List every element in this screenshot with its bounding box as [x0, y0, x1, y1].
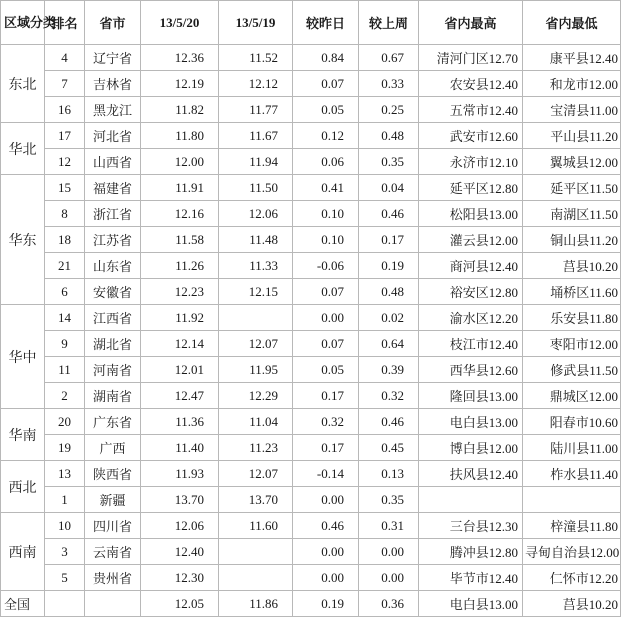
change-week-cell: 0.19	[359, 253, 419, 279]
region-cell: 东北	[1, 45, 45, 123]
province-high-cell: 农安县12.40	[419, 71, 523, 97]
province-cell: 安徽省	[85, 279, 141, 305]
price-date-2-cell	[219, 565, 293, 591]
price-date-2-cell	[219, 305, 293, 331]
change-day-cell: -0.14	[293, 461, 359, 487]
table-row	[1, 175, 621, 201]
change-week-cell: 0.48	[359, 123, 419, 149]
region-cell: 西北	[1, 461, 45, 513]
price-date-1-cell: 11.80	[141, 123, 219, 149]
province-cell: 山东省	[85, 253, 141, 279]
rank-cell: 14	[45, 305, 85, 331]
header-row	[1, 1, 621, 45]
header-province: 省市	[85, 1, 141, 45]
rank-cell: 8	[45, 201, 85, 227]
header-rank: 排名	[45, 1, 85, 45]
change-week-cell: 0.31	[359, 513, 419, 539]
table-row	[1, 383, 621, 409]
province-cell: 江苏省	[85, 227, 141, 253]
province-low-cell: 莒县10.20	[523, 253, 621, 279]
change-day-cell: 0.41	[293, 175, 359, 201]
province-cell: 黑龙江	[85, 97, 141, 123]
table-row	[1, 513, 621, 539]
province-cell: 江西省	[85, 305, 141, 331]
province-low-cell: 南湖区11.50	[523, 201, 621, 227]
change-week-cell: 0.00	[359, 565, 419, 591]
province-cell: 湖南省	[85, 383, 141, 409]
rank-cell: 19	[45, 435, 85, 461]
province-low-cell: 延平区11.50	[523, 175, 621, 201]
province-cell: 云南省	[85, 539, 141, 565]
change-week-cell: 0.45	[359, 435, 419, 461]
change-day-cell: 0.10	[293, 227, 359, 253]
table-row	[1, 539, 621, 565]
price-date-2-cell: 11.52	[219, 45, 293, 71]
change-day-cell: 0.00	[293, 565, 359, 591]
price-date-2-cell: 11.50	[219, 175, 293, 201]
change-day-cell: 0.05	[293, 357, 359, 383]
change-week-cell: 0.33	[359, 71, 419, 97]
price-date-1-cell: 11.36	[141, 409, 219, 435]
rank-cell: 6	[45, 279, 85, 305]
change-day-cell: 0.07	[293, 331, 359, 357]
province-high-cell: 商河县12.40	[419, 253, 523, 279]
change-day-cell: 0.46	[293, 513, 359, 539]
table-row	[1, 279, 621, 305]
province-high-cell: 裕安区12.80	[419, 279, 523, 305]
change-week-cell: 0.64	[359, 331, 419, 357]
table-row	[1, 331, 621, 357]
change-week-cell: 0.35	[359, 487, 419, 513]
province-cell: 浙江省	[85, 201, 141, 227]
table-row	[1, 45, 621, 71]
change-day-cell: -0.06	[293, 253, 359, 279]
province-high-cell: 扶风县12.40	[419, 461, 523, 487]
province-high-cell: 毕节市12.40	[419, 565, 523, 591]
province-low-cell: 平山县11.20	[523, 123, 621, 149]
header-vs-last-week: 较上周	[359, 1, 419, 45]
table-row	[1, 461, 621, 487]
price-date-1-cell: 12.23	[141, 279, 219, 305]
region-cell: 华北	[1, 123, 45, 175]
province-low-cell: 铜山县11.20	[523, 227, 621, 253]
region-cell: 华东	[1, 175, 45, 305]
province-low-cell: 和龙市12.00	[523, 71, 621, 97]
province-low-cell: 枣阳市12.00	[523, 331, 621, 357]
province-high-cell: 西华县12.60	[419, 357, 523, 383]
header-province-low: 省内最低	[523, 1, 621, 45]
province-low-cell: 阳春市10.60	[523, 409, 621, 435]
total-province-empty	[85, 591, 141, 617]
province-high-cell: 五常市12.40	[419, 97, 523, 123]
table-row	[1, 149, 621, 175]
change-week-cell: 0.46	[359, 201, 419, 227]
table-row	[1, 357, 621, 383]
province-high-cell: 永济市12.10	[419, 149, 523, 175]
price-date-1-cell: 11.82	[141, 97, 219, 123]
change-week-cell: 0.39	[359, 357, 419, 383]
change-day-cell: 0.17	[293, 435, 359, 461]
rank-cell: 10	[45, 513, 85, 539]
province-low-cell: 寻甸自治县12.00	[523, 539, 621, 565]
total-rank-empty	[45, 591, 85, 617]
price-date-2-cell: 13.70	[219, 487, 293, 513]
price-date-1-cell: 11.58	[141, 227, 219, 253]
rank-cell: 20	[45, 409, 85, 435]
price-date-1-cell: 12.36	[141, 45, 219, 71]
province-high-cell: 电白县13.00	[419, 409, 523, 435]
table-row	[1, 435, 621, 461]
table-row	[1, 253, 621, 279]
province-low-cell: 乐安县11.80	[523, 305, 621, 331]
change-day-cell: 0.06	[293, 149, 359, 175]
change-day-cell: 0.10	[293, 201, 359, 227]
change-day-cell: 0.00	[293, 539, 359, 565]
price-date-2-cell: 11.33	[219, 253, 293, 279]
change-day-cell: 0.17	[293, 383, 359, 409]
change-day-cell: 0.32	[293, 409, 359, 435]
rank-cell: 7	[45, 71, 85, 97]
table-row	[1, 97, 621, 123]
table-row	[1, 565, 621, 591]
price-date-1-cell: 11.26	[141, 253, 219, 279]
total-change-week-cell: 0.36	[359, 591, 419, 617]
rank-cell: 16	[45, 97, 85, 123]
price-date-1-cell: 12.30	[141, 565, 219, 591]
rank-cell: 17	[45, 123, 85, 149]
price-date-2-cell: 12.29	[219, 383, 293, 409]
price-date-2-cell: 12.07	[219, 331, 293, 357]
region-cell: 华中	[1, 305, 45, 409]
change-day-cell: 0.00	[293, 487, 359, 513]
province-cell: 广东省	[85, 409, 141, 435]
price-date-1-cell: 11.91	[141, 175, 219, 201]
change-day-cell: 0.07	[293, 279, 359, 305]
total-low-cell: 莒县10.20	[523, 591, 621, 617]
change-day-cell: 0.12	[293, 123, 359, 149]
header-province-high: 省内最高	[419, 1, 523, 45]
province-cell: 新疆	[85, 487, 141, 513]
province-low-cell: 陆川县11.00	[523, 435, 621, 461]
province-low-cell: 柞水县11.40	[523, 461, 621, 487]
province-high-cell: 隆回县13.00	[419, 383, 523, 409]
province-cell: 福建省	[85, 175, 141, 201]
header-date-1: 13/5/20	[141, 1, 219, 45]
price-date-2-cell: 12.15	[219, 279, 293, 305]
rank-cell: 9	[45, 331, 85, 357]
rank-cell: 2	[45, 383, 85, 409]
price-date-1-cell: 12.47	[141, 383, 219, 409]
region-cell: 华南	[1, 409, 45, 461]
province-cell: 河北省	[85, 123, 141, 149]
price-date-2-cell: 11.23	[219, 435, 293, 461]
table-row	[1, 71, 621, 97]
table-row	[1, 487, 621, 513]
price-date-2-cell: 11.48	[219, 227, 293, 253]
province-high-cell: 枝江市12.40	[419, 331, 523, 357]
change-week-cell: 0.25	[359, 97, 419, 123]
table-row	[1, 227, 621, 253]
province-high-cell: 渝水区12.20	[419, 305, 523, 331]
rank-cell: 3	[45, 539, 85, 565]
price-date-2-cell: 11.77	[219, 97, 293, 123]
rank-cell: 5	[45, 565, 85, 591]
total-high-cell: 电白县13.00	[419, 591, 523, 617]
total-label: 全国	[1, 591, 45, 617]
price-date-2-cell	[219, 539, 293, 565]
price-date-2-cell: 12.07	[219, 461, 293, 487]
change-day-cell: 0.84	[293, 45, 359, 71]
price-date-1-cell: 11.40	[141, 435, 219, 461]
province-high-cell: 灌云县12.00	[419, 227, 523, 253]
table-row	[1, 409, 621, 435]
total-row	[1, 591, 621, 617]
province-cell: 四川省	[85, 513, 141, 539]
province-cell: 河南省	[85, 357, 141, 383]
table-row	[1, 305, 621, 331]
province-cell: 湖北省	[85, 331, 141, 357]
price-date-1-cell: 12.14	[141, 331, 219, 357]
change-week-cell: 0.46	[359, 409, 419, 435]
province-high-cell: 武安市12.60	[419, 123, 523, 149]
province-low-cell: 埇桥区11.60	[523, 279, 621, 305]
change-week-cell: 0.00	[359, 539, 419, 565]
table-row	[1, 123, 621, 149]
province-cell: 山西省	[85, 149, 141, 175]
price-date-2-cell: 11.67	[219, 123, 293, 149]
price-date-1-cell: 12.40	[141, 539, 219, 565]
change-week-cell: 0.04	[359, 175, 419, 201]
price-date-1-cell: 12.00	[141, 149, 219, 175]
change-week-cell: 0.13	[359, 461, 419, 487]
change-day-cell: 0.07	[293, 71, 359, 97]
price-date-1-cell: 11.93	[141, 461, 219, 487]
province-high-cell: 延平区12.80	[419, 175, 523, 201]
header-region: 区域分类	[1, 1, 45, 45]
header-date-2: 13/5/19	[219, 1, 293, 45]
price-date-2-cell: 11.94	[219, 149, 293, 175]
rank-cell: 4	[45, 45, 85, 71]
price-date-1-cell: 11.92	[141, 305, 219, 331]
rank-cell: 13	[45, 461, 85, 487]
price-date-1-cell: 13.70	[141, 487, 219, 513]
rank-cell: 21	[45, 253, 85, 279]
province-high-cell	[419, 487, 523, 513]
total-change-day-cell: 0.19	[293, 591, 359, 617]
province-high-cell: 三台县12.30	[419, 513, 523, 539]
rank-cell: 18	[45, 227, 85, 253]
price-date-1-cell: 12.01	[141, 357, 219, 383]
change-day-cell: 0.05	[293, 97, 359, 123]
province-high-cell: 博白县12.00	[419, 435, 523, 461]
province-high-cell: 松阳县13.00	[419, 201, 523, 227]
total-date-2-cell: 11.86	[219, 591, 293, 617]
province-cell: 辽宁省	[85, 45, 141, 71]
change-week-cell: 0.35	[359, 149, 419, 175]
change-week-cell: 0.02	[359, 305, 419, 331]
rank-cell: 15	[45, 175, 85, 201]
province-cell: 广西	[85, 435, 141, 461]
table-row	[1, 201, 621, 227]
province-low-cell	[523, 487, 621, 513]
price-date-1-cell: 12.16	[141, 201, 219, 227]
change-day-cell: 0.00	[293, 305, 359, 331]
rank-cell: 1	[45, 487, 85, 513]
region-cell: 西南	[1, 513, 45, 591]
price-date-2-cell: 11.60	[219, 513, 293, 539]
price-date-2-cell: 12.12	[219, 71, 293, 97]
province-low-cell: 康平县12.40	[523, 45, 621, 71]
change-week-cell: 0.67	[359, 45, 419, 71]
total-date-1-cell: 12.05	[141, 591, 219, 617]
price-date-2-cell: 11.04	[219, 409, 293, 435]
rank-cell: 12	[45, 149, 85, 175]
province-high-cell: 腾冲县12.80	[419, 539, 523, 565]
change-week-cell: 0.32	[359, 383, 419, 409]
province-cell: 贵州省	[85, 565, 141, 591]
change-week-cell: 0.48	[359, 279, 419, 305]
change-week-cell: 0.17	[359, 227, 419, 253]
price-date-2-cell: 11.95	[219, 357, 293, 383]
province-low-cell: 翼城县12.00	[523, 149, 621, 175]
province-cell: 吉林省	[85, 71, 141, 97]
price-date-2-cell: 12.06	[219, 201, 293, 227]
header-vs-yesterday: 较昨日	[293, 1, 359, 45]
province-high-cell: 清河门区12.70	[419, 45, 523, 71]
table-body	[1, 45, 621, 617]
price-date-1-cell: 12.19	[141, 71, 219, 97]
province-cell: 陕西省	[85, 461, 141, 487]
province-low-cell: 修武县11.50	[523, 357, 621, 383]
rank-cell: 11	[45, 357, 85, 383]
province-low-cell: 鼎城区12.00	[523, 383, 621, 409]
province-low-cell: 梓潼县11.80	[523, 513, 621, 539]
price-date-1-cell: 12.06	[141, 513, 219, 539]
province-low-cell: 仁怀市12.20	[523, 565, 621, 591]
province-low-cell: 宝清县11.00	[523, 97, 621, 123]
